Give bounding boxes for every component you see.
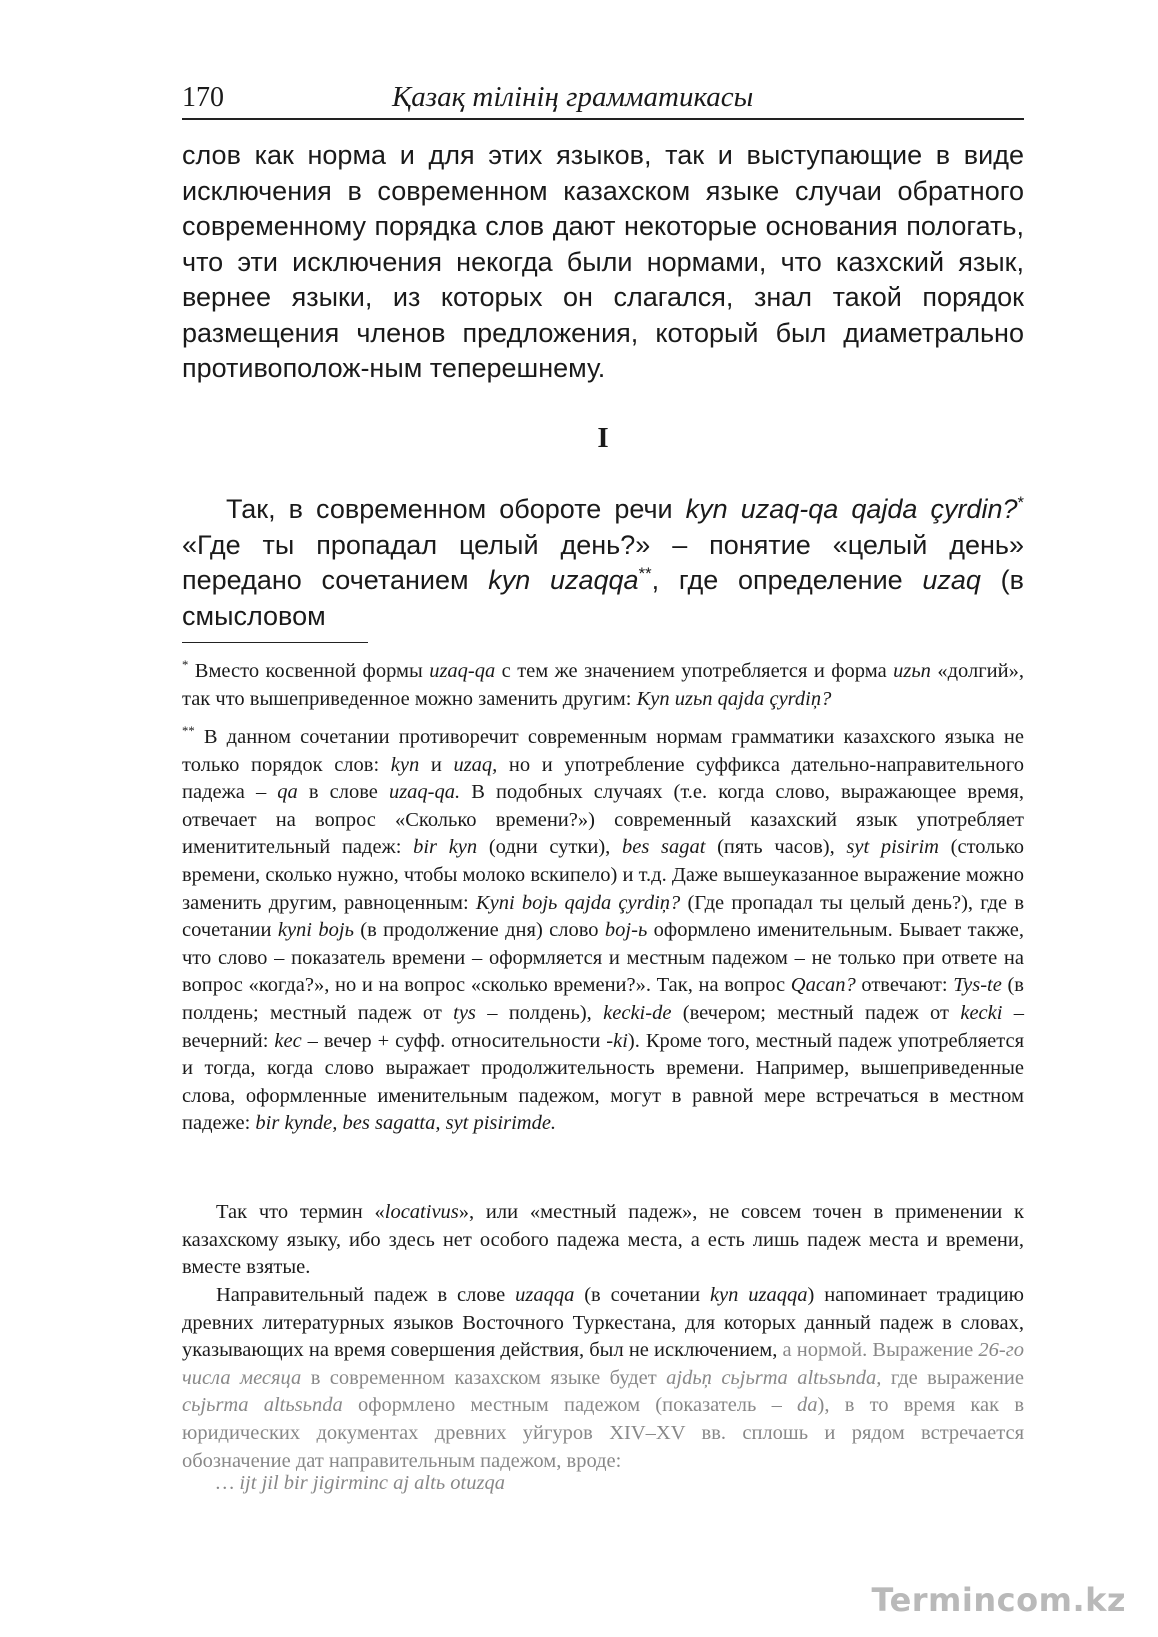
footnote-paragraph-4: Направительный падеж в слове uzaqqa (в сочетании kyn uzaqqa) напоминает традицию древних литературных языков Восточного Туркестана, для которых данный падеж в словах, указывающих на время совершения действия, был не исключением, а нормой. Выражение 26-го числа месяца в современном казахском языке будет ajdьņ сьjьrma altьsьnda, где выражение сьjьrma altьsьnda оформлено местным падежом (показатель – da), в то время как в юридических документах древних уйгуров XIV–XV вв. сплошь и рядом встречается обозначение дат направительным падежом, вроде:	[182, 1284, 1024, 1472]
footnote-marker: **	[182, 724, 195, 739]
section-number: I	[597, 422, 609, 454]
footnote-separator	[182, 642, 368, 643]
footnote-marker: *	[182, 658, 189, 673]
footnote-paragraph-3: Так что термин «locativus», или «местный падеж», не совсем точен в применении к казахскому языку, ибо здесь нет особого падежа места, а есть лишь падеж места и времени, вместе взятые.	[182, 1201, 1024, 1279]
footnote-quote: … ijt jil bir jigirminc aj altь otuzqa	[216, 1472, 505, 1494]
page-header	[182, 80, 1024, 120]
footnote-ref-2: **	[638, 564, 652, 583]
body-paragraph-1: слов как норма и для этих языков, так и выступающие в виде исключения в современном казахском языке случаи обратного современному порядка слов дают некоторые основания пологать, что эти исключения некогда были нормами, что казхский язык, вернее языки, из которых он слагался, знал такой порядок размещения членов предложения, который был диаметрально противополож-ным теперешнему.	[182, 140, 1024, 383]
running-title: Қазақ тілінің грамматикасы	[392, 81, 754, 113]
footnote-1: * Вместо косвенной формы uzaq-qa с тем же значением употребляется и форма uzьn «долгий», так что вышеприведенное можно заменить другим: Kyn uzьn qajda çyrdiņ?	[182, 658, 1024, 710]
watermark-logo: Termincom.kz	[871, 1581, 1126, 1619]
footnote-2: ** В данном сочетании противоречит современным нормам грамматики казахского языка не только порядок слов: kyn и uzaq, но и употребление суффикса дательно-направительного падежа – qa в слове uzaq-qa. В подобных случаях (т.е. когда слово, выражающее время, отвечает на вопрос «Сколько времени?») современный казахский язык употребляет именитительный падеж: bir kyn (одни сутки), bes sagat (пять часов), syt pisirim (столько времени, сколько нужно, чтобы молоко вскипело) и т.д. Даже вышеуказанное выражение можно заменить другим, равноценным: Kyni bojь qajda çyrdiņ? (Где пропадал ты целый день?), где в сочетании kyni bojь (в продолжение дня) слово boj-ь оформлено именительным. Бывает также, что слово – показатель времени – оформляется и местным падежом – не только при ответе на вопрос «когда?», но и на вопрос «сколько времени?». Так, на вопрос Qacan? отвечают: Tys-te (в полдень; местный падеж от tys – полдень), kecki-de (вечером; местный падеж от kecki – вечерний: kec – вечер + суфф. относительности -ki). Кроме того, местный падеж употребляется и тогда, когда слово выражает продолжительность времени. Например, вышеприведенные слова, оформленные именительным падежом, могут в равной мере встречаться в местном падеже: bir kynde, bes sagatta, syt pisirimde.	[182, 724, 1025, 1135]
footnote-ref-1: *	[1017, 493, 1024, 512]
body-paragraph-2: Так, в современном обороте речи kyn uzaq-qa qajda çyrdin?* «Где ты пропадал целый день?» – понятие «целый день» передано сочетанием kyn uzaqqa**, где определение uzaq (в смысловом	[182, 493, 1024, 631]
page-number: 170	[182, 82, 224, 113]
